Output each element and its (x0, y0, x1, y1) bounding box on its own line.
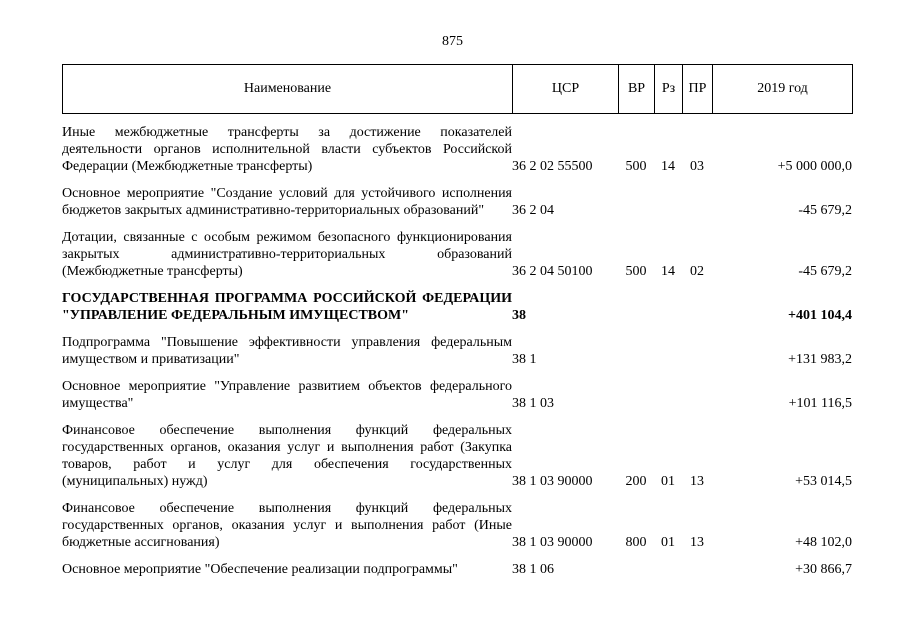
cell-pr (682, 374, 712, 418)
cell-pr: 03 (690, 159, 704, 174)
cell-amount: +48 102,0 (795, 535, 852, 550)
cell-rz (654, 286, 682, 330)
cell-rz: 01 (661, 474, 675, 489)
cell-pr (682, 286, 712, 330)
cell-rz (654, 330, 682, 374)
cell-vr: 200 (625, 474, 647, 489)
cell-amount: +101 116,5 (788, 396, 852, 411)
cell-vr (618, 181, 654, 225)
cell-name: ГОСУДАРСТВЕННАЯ ПРОГРАММА РОССИЙСКОЙ ФЕДЕРАЦИИ "УПРАВЛЕНИЕ ФЕДЕРАЛЬНЫМ ИМУЩЕСТВОМ" (62, 291, 512, 323)
cell-rz (654, 374, 682, 418)
cell-vr: 500 (625, 264, 647, 279)
cell-name: Основное мероприятие "Создание условий для устойчивого исполнения бюджетов закрытых административно-территориальных образований" (62, 186, 512, 218)
header-rz: Рз (655, 65, 683, 114)
budget-table (62, 120, 852, 584)
header-pr: ПР (683, 65, 713, 114)
cell-csr: 38 1 03 90000 (512, 535, 593, 550)
header-year: 2019 год (713, 65, 853, 114)
cell-csr: 38 1 03 90000 (512, 474, 593, 489)
cell-name: Иные межбюджетные трансферты за достижение показателей деятельности органов исполнительной власти субъектов Российской Федерации (Межбюджетные трансферты) (62, 125, 512, 174)
cell-name: Основное мероприятие "Управление развитием объектов федерального имущества" (62, 379, 512, 411)
cell-rz (654, 181, 682, 225)
table-row (62, 181, 852, 225)
cell-csr: 38 (512, 308, 526, 323)
header-vr: ВР (619, 65, 655, 114)
cell-csr: 38 1 03 (512, 396, 554, 411)
cell-csr: 36 2 04 (512, 203, 554, 218)
cell-name: Основное мероприятие "Обеспечение реализации подпрограммы" (62, 562, 458, 577)
cell-name: Финансовое обеспечение выполнения функций федеральных государственных органов, оказания услуг и выполнения работ (Иные бюджетные ассигнования) (62, 501, 512, 550)
table-row (62, 496, 852, 557)
cell-amount: +5 000 000,0 (777, 159, 852, 174)
cell-csr: 38 1 06 (512, 562, 554, 577)
table-row (62, 120, 852, 181)
table-row (62, 374, 852, 418)
cell-csr: 36 2 02 55500 (512, 159, 593, 174)
table-row (62, 418, 852, 496)
cell-pr: 13 (690, 474, 704, 489)
cell-rz: 14 (661, 159, 675, 174)
cell-rz (654, 557, 682, 584)
cell-rz: 01 (661, 535, 675, 550)
table-row (62, 330, 852, 374)
cell-name: Подпрограмма "Повышение эффективности управления федеральным имуществом и приватизации" (62, 335, 512, 367)
cell-vr (618, 330, 654, 374)
cell-amount: -45 679,2 (798, 203, 852, 218)
cell-csr: 36 2 04 50100 (512, 264, 593, 279)
cell-vr (618, 374, 654, 418)
cell-amount: +53 014,5 (795, 474, 852, 489)
cell-name: Финансовое обеспечение выполнения функций федеральных государственных органов, оказания услуг и выполнения работ (Закупка товаров, работ и услуг для обеспечения государственных (муниципальных) нужд) (62, 423, 512, 489)
table-header (62, 64, 853, 114)
cell-rz: 14 (661, 264, 675, 279)
cell-pr (682, 330, 712, 374)
cell-csr: 38 1 (512, 352, 537, 367)
cell-pr (682, 181, 712, 225)
cell-name: Дотации, связанные с особым режимом безопасного функционирования закрытых административно-территориальных образований (Межбюджетные трансферты) (62, 230, 512, 279)
cell-amount: +401 104,4 (788, 308, 852, 323)
header-name: Наименование (63, 65, 513, 114)
table-row (62, 225, 852, 286)
cell-pr: 02 (690, 264, 704, 279)
cell-amount: -45 679,2 (798, 264, 852, 279)
cell-pr (682, 557, 712, 584)
cell-pr: 13 (690, 535, 704, 550)
header-csr: ЦСР (513, 65, 619, 114)
cell-vr (618, 286, 654, 330)
cell-vr: 800 (625, 535, 647, 550)
cell-vr: 500 (625, 159, 647, 174)
cell-amount: +131 983,2 (788, 352, 852, 367)
table-row (62, 286, 852, 330)
header-row (63, 65, 853, 114)
cell-vr (618, 557, 654, 584)
cell-amount: +30 866,7 (795, 562, 852, 577)
page-number: 875 (442, 34, 463, 49)
table-row (62, 557, 852, 584)
